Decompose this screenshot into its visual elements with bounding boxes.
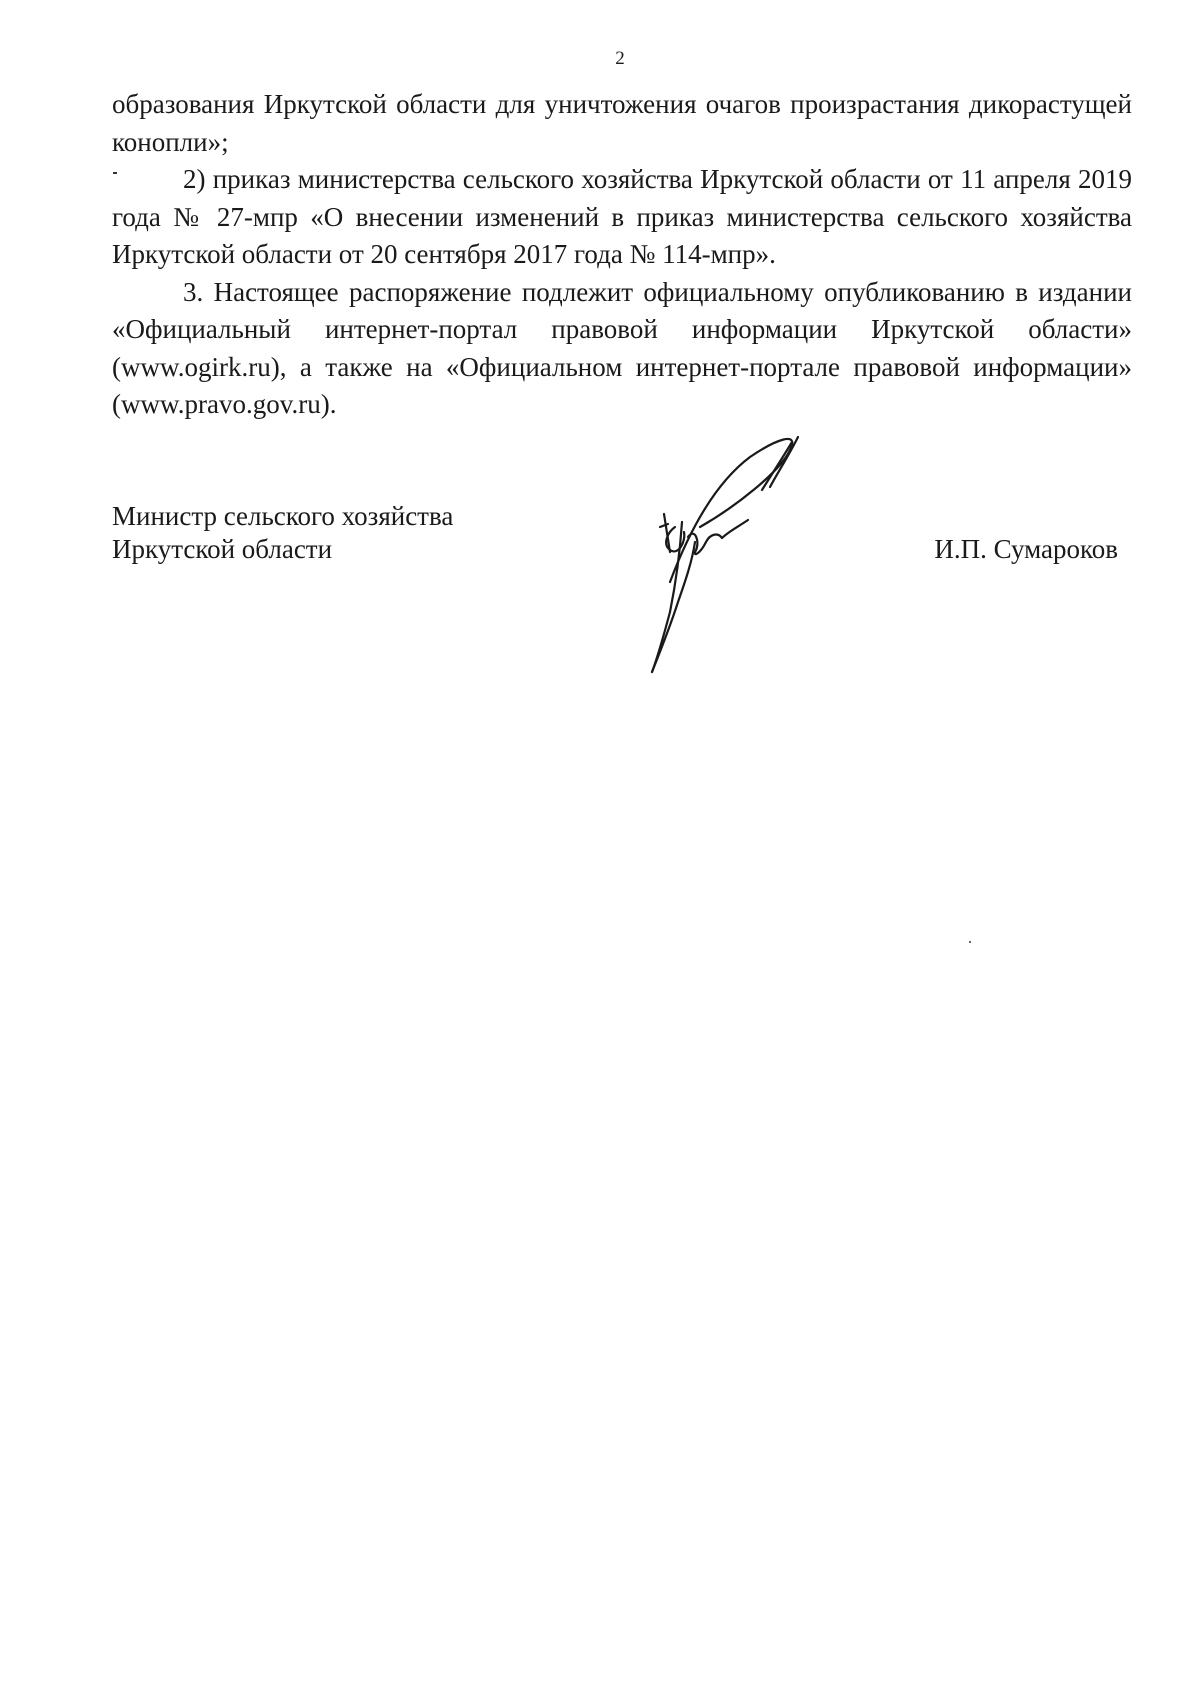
scan-dot — [969, 941, 971, 943]
signer-title-line-1: Министр сельского хозяйства — [112, 501, 454, 531]
signer-name: И.П. Сумароков — [934, 534, 1118, 564]
signer-title-line-2: Иркутской области — [112, 534, 333, 564]
signer-title — [112, 500, 453, 566]
paragraph-item-2: 2) приказ министерства сельского хозяйства Иркутской области от 11 апреля 2019 года № 27-мпр «О внесении изменений в приказ министерства сельского хозяйства Иркутской области от 20 сентября 2017 года № 114-мпр». — [112, 164, 1132, 269]
handwritten-signature-icon — [640, 432, 860, 682]
paragraph-continuation: образования Иркутской области для уничтожения очагов произрастания дикорастущей конопли»; — [112, 89, 1132, 157]
paragraph-item-3: 3. Настоящее распоряжение подлежит официальному опубликованию в издании «Официальный интернет-портал правовой информации Иркутской области» (www.ogirk.ru), а также на «Официальном интернет-портале правовой информации» (www.pravo.gov.ru). — [112, 276, 1132, 419]
page-number: 2 — [615, 48, 625, 69]
document-body — [112, 86, 1132, 424]
signature-block — [112, 500, 1132, 700]
